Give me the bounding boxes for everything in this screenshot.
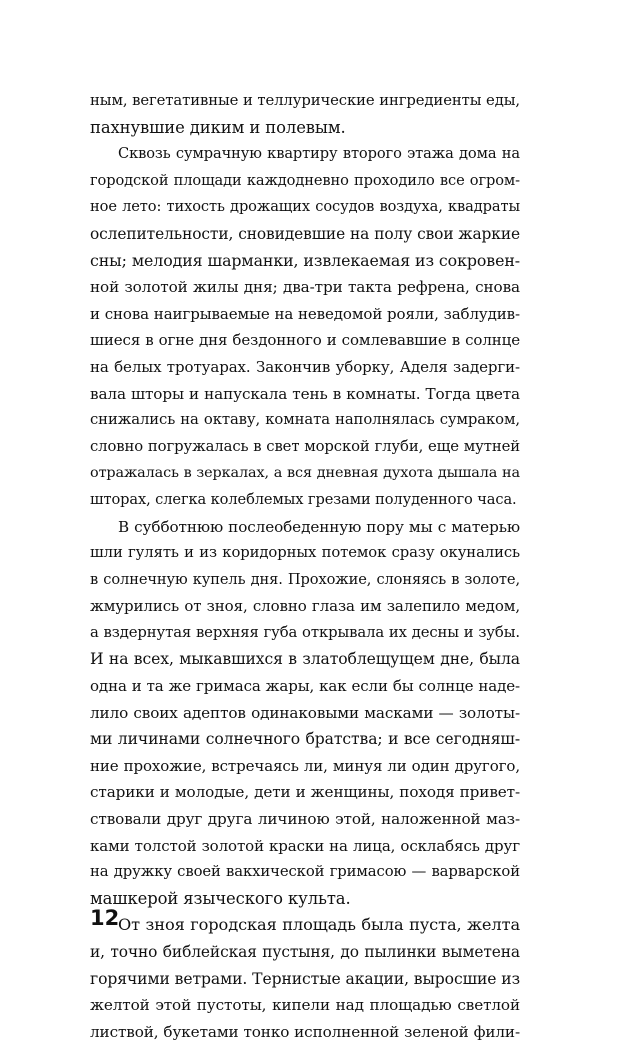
text-line: на дружку своей вакхической гримасою — варварской (90, 863, 520, 881)
text-line: одна и та же гримаса жары, как если бы солнце наде- (90, 677, 520, 696)
text-line: лило своих адептов одинаковыми масками — золоты- (90, 703, 520, 722)
text-line: ствовали друг друга личиною этой, наложенной маз- (90, 810, 520, 829)
text-line: ми личинами солнечного братства; и все сегодняш- (90, 730, 520, 749)
text-line: ным, вегетативные и теллурические ингредиенты еды, (90, 92, 520, 109)
text-line: И на всех, мыкавшихся в златоблещущем дне, была (90, 650, 520, 669)
text-line: и снова наигрываемые на неведомой рояли, заблудив- (90, 304, 520, 323)
text-line: Сквозь сумрачную квартиру второго этажа дома на (118, 145, 520, 163)
text-line: листвой, букетами тонко исполненной зеленой фили- (90, 1022, 520, 1041)
text-line: отражалась в зеркалах, а вся дневная духота дышала на (90, 465, 520, 482)
body-text (90, 88, 520, 1045)
text-line: старики и молодые, дети и женщины, походя привет- (90, 783, 520, 802)
text-line: шли гулять и из коридорных потемок сразу окунались (90, 544, 520, 562)
text-line: От зноя городская площадь была пуста, желта (118, 915, 520, 935)
text-line: ослепительности, сновидевшие на полу свои жаркие (90, 224, 520, 243)
text-line: пахнувшие диким и полевым. (90, 117, 346, 137)
text-line: шторах, слегка колеблемых грезами полуденного часа. (90, 490, 517, 508)
text-line: шиеся в огне дня бездонного и сомлевавшие в солнце (90, 331, 520, 350)
text-line: сны; мелодия шарманки, извлекаемая из сокровен- (90, 250, 520, 270)
text-line: снижались на октаву, комната наполнялась сумраком, (90, 411, 520, 429)
text-line: городской площади каждодневно проходило все огром- (90, 171, 520, 189)
text-line: словно погружалась в свет морской глуби, еще мутней (90, 437, 520, 455)
text-line: на белых тротуарах. Закончив уборку, Аделя задерги- (90, 357, 520, 376)
text-line: в солнечную купель дня. Прохожие, слоняясь в золоте, (90, 570, 520, 588)
text-line: горячими ветрами. Тернистые акации, выросшие из (90, 969, 520, 988)
page-number: 12 (90, 906, 120, 930)
text-line: и, точно библейская пустыня, до пылинки выметена (90, 943, 520, 961)
text-line: ние прохожие, встречаясь ли, минуя ли один другого, (90, 756, 520, 775)
text-line: а вздернутая верхняя губа открывала их десны и зубы. (90, 623, 520, 641)
text-line: машкерой языческого культа. (90, 888, 351, 908)
text-line: В субботнюю послеобеденную пору мы с матерью (118, 517, 520, 536)
text-line: желтой этой пустоты, кипели над площадью светлой (90, 996, 520, 1015)
text-line: вала шторы и напускала тень в комнаты. Тогда цвета (90, 384, 520, 403)
text-line: ками толстой золотой краски на лица, осклабясь друг (90, 836, 520, 855)
text-line: ное лето: тихость дрожащих сосудов воздуха, квадраты (90, 198, 520, 216)
text-line: жмурились от зноя, словно глаза им залепило медом, (90, 597, 520, 616)
text-line: ной золотой жилы дня; два-три такта рефрена, снова (90, 278, 520, 297)
